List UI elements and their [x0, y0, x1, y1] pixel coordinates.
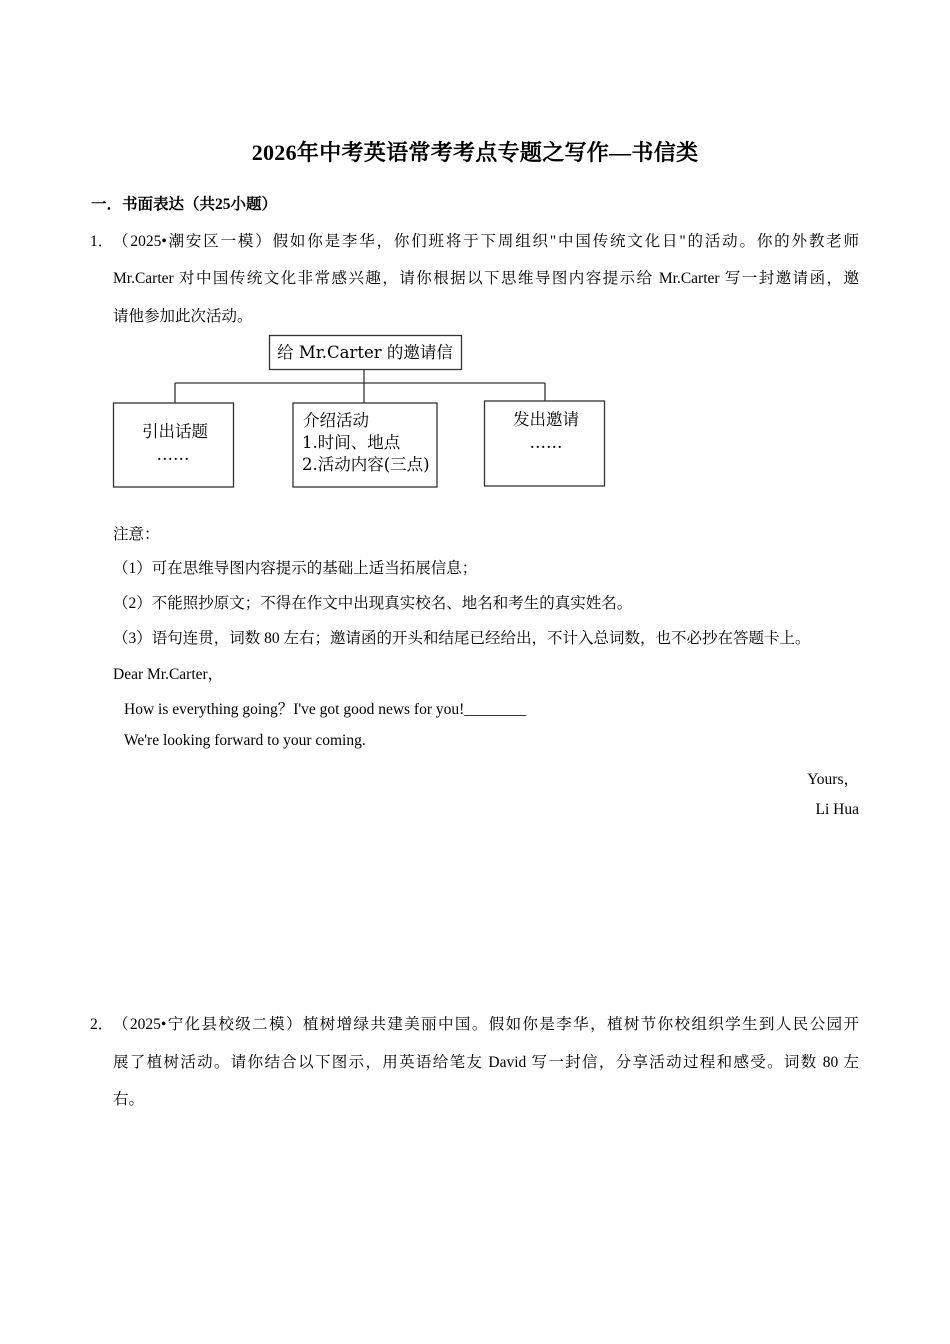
- letter-signature: Li Hua: [815, 801, 859, 818]
- mindmap-middle-item-1: 1.时间、地点: [302, 433, 401, 452]
- section-heading: 一．书面表达（共25小题）: [91, 196, 278, 213]
- page-title: 2026年中考英语常考考点专题之写作—书信类: [251, 140, 699, 165]
- question-1-line-3: 请他参加此次活动。: [113, 308, 253, 325]
- letter-closing-line: We're looking forward to your coming.: [124, 732, 366, 749]
- mindmap-middle-title: 介绍活动: [303, 411, 369, 430]
- question-2-number: 2．: [90, 1016, 114, 1033]
- mind-map-diagram: [112, 332, 608, 492]
- notes-title: 注意：: [113, 526, 160, 543]
- question-2-line-1: （2025•宁化县校级二模）植树增绿共建美丽中国。假如你是李华，植树节你校组织学生到人民公园开: [113, 1016, 859, 1033]
- question-1-line-2: Mr.Carter 对中国传统文化非常感兴趣，请你根据以下思维导图内容提示给 Mr.Carter 写一封邀请函，邀: [113, 270, 859, 287]
- question-1-number: 1．: [90, 233, 114, 250]
- letter-sign-off: Yours，: [807, 771, 859, 788]
- question-2-line-3: 右。: [113, 1091, 145, 1108]
- mindmap-middle-item-2: 2.活动内容(三点): [302, 455, 430, 474]
- question-1-line-1: （2025•潮安区一模）假如你是李华，你们班将于下周组织"中国传统文化日"的活动。你的外教老师: [113, 233, 859, 250]
- note-1: （1）可在思维导图内容提示的基础上适当拓展信息；: [113, 560, 478, 577]
- mindmap-left-dots: ……: [156, 445, 190, 464]
- note-2: （2）不能照抄原文；不得在作文中出现真实校名、地名和考生的真实姓名。: [113, 595, 633, 612]
- letter-opening: How is everything going？I've got good news for you!________: [124, 701, 527, 718]
- mindmap-root-label: 给 Mr.Carter 的邀请信: [277, 343, 453, 362]
- mindmap-left-title: 引出话题: [142, 422, 208, 441]
- question-2-line-2: 展了植树活动。请你结合以下图示，用英语给笔友 David 写一封信，分享活动过程和感受。词数 80 左: [113, 1054, 859, 1071]
- mindmap-right-title: 发出邀请: [513, 410, 579, 429]
- mindmap-right-dots: ……: [529, 433, 563, 452]
- letter-salutation: Dear Mr.Carter，: [113, 666, 224, 683]
- note-3: （3）语句连贯，词数 80 左右；邀请函的开头和结尾已经给出，不计入总词数，也不必抄在答题卡上。: [113, 630, 811, 647]
